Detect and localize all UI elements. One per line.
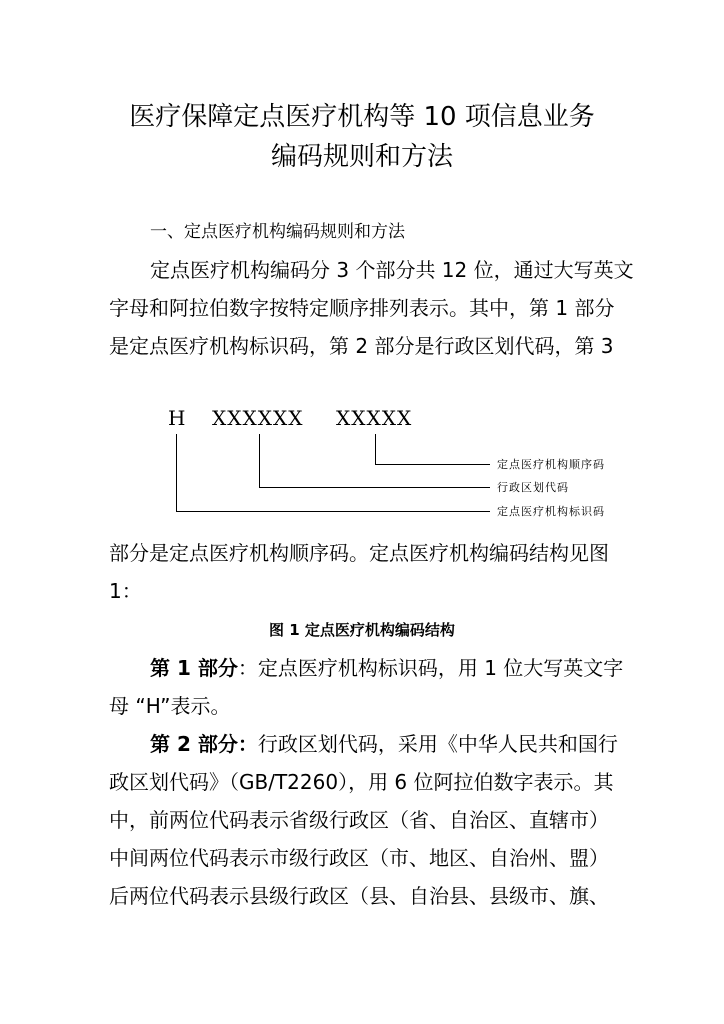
part1-line [150, 656, 623, 680]
label-region-code: 行政区划代码 [497, 481, 569, 494]
label-identifier-code: 定点医疗机构标识码 [497, 505, 605, 518]
paragraph-line: 字母和阿拉伯数字按特定顺序排列表示。其中，第 1 部分 [109, 296, 615, 320]
part2-text: 行政区划代码，采用《中华人民共和国行 [257, 732, 618, 756]
paragraph-line: 1： [109, 579, 142, 603]
paragraph-line: 部分是定点医疗机构顺序码。定点医疗机构编码结构见图 [109, 541, 609, 565]
code-sequence-chars: XXXXX [336, 406, 413, 430]
code-structure-figure [0, 400, 724, 530]
connector-id-horizontal [176, 511, 490, 512]
connector-region-horizontal [259, 487, 490, 488]
part1-label: 第 1 部分 [150, 656, 238, 680]
part2-label: 第 2 部分： [150, 732, 258, 756]
paragraph-line: 中，前两位代码表示省级行政区（省、自治区、直辖市） [109, 808, 609, 832]
part2-line [150, 732, 618, 756]
document-title-line1: 医疗保障定点医疗机构等 10 项信息业务 [129, 102, 595, 132]
paragraph-line: 政区划代码》（GB/T2260），用 6 位阿拉伯数字表示。其 [109, 770, 614, 794]
figure-caption: 图 1 定点医疗机构编码结构 [269, 621, 455, 639]
paragraph-line: 中间两位代码表示市级行政区（市、地区、自治州、盟） [109, 846, 609, 870]
label-sequence-code: 定点医疗机构顺序码 [497, 458, 605, 471]
code-region-chars: XXXXXX [212, 406, 304, 430]
part1-text: ：定点医疗机构标识码，用 1 位大写英文字 [237, 656, 624, 680]
connector-seq-vertical [375, 434, 376, 464]
paragraph-line: 定点医疗机构编码分 3 个部分共 12 位，通过大写英文 [150, 258, 634, 282]
section-heading: 一、定点医疗机构编码规则和方法 [150, 222, 405, 242]
document-title-line2: 编码规则和方法 [270, 142, 453, 172]
connector-region-vertical [259, 434, 260, 487]
paragraph-line: 后两位代码表示县级行政区（县、自治县、县级市、旗、 [109, 884, 609, 908]
code-identifier-char: H [168, 406, 187, 430]
paragraph-line: 母 “H”表示。 [109, 694, 231, 718]
connector-seq-horizontal [375, 464, 490, 465]
connector-id-vertical [176, 434, 177, 511]
paragraph-line: 是定点医疗机构标识码，第 2 部分是行政区划代码，第 3 [109, 334, 614, 358]
